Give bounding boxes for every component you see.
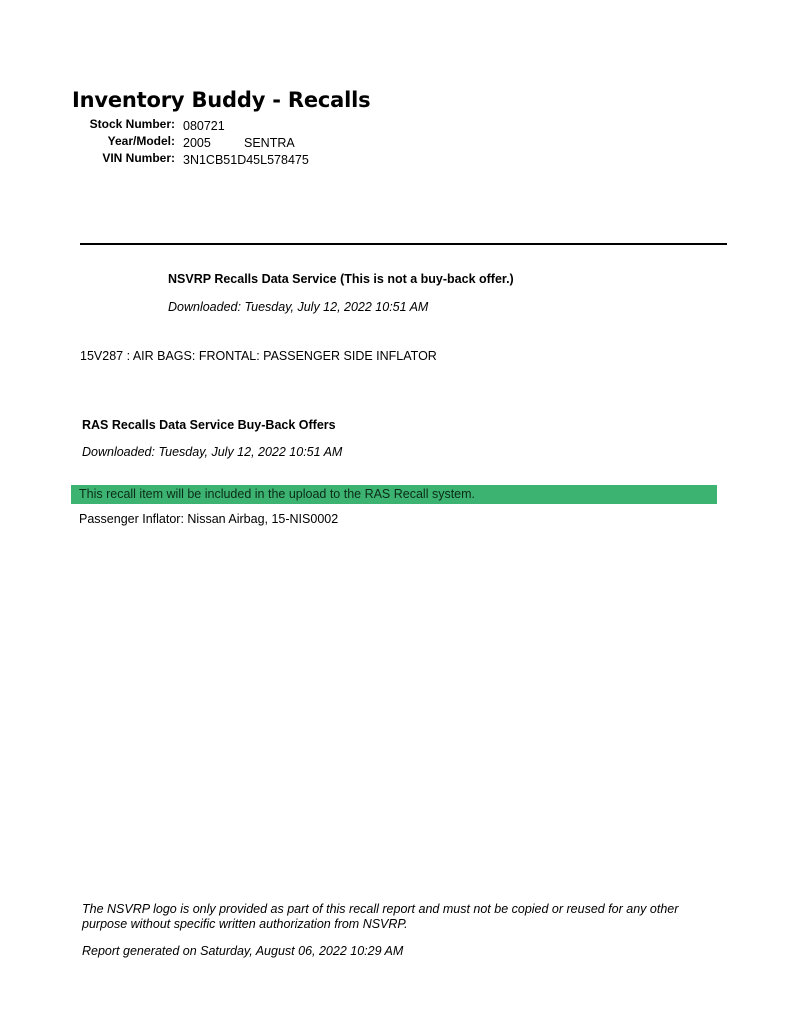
report-generated-stamp: Report generated on Saturday, August 06, 2022 10:29 AM: [82, 944, 404, 958]
year-model-label: Year/Model:: [107, 134, 175, 148]
nsvrp-heading: NSVRP Recalls Data Service (This is not a buy-back offer.): [168, 272, 514, 286]
nsvrp-logo-disclaimer: The NSVRP logo is only provided as part of this recall report and must not be copied or reused for any other purpose without specific written authorization from NSVRP.: [82, 902, 679, 931]
stock-number-label: Stock Number:: [89, 117, 175, 131]
ras-heading: RAS Recalls Data Service Buy-Back Offers: [82, 418, 336, 432]
upload-status-text: This recall item will be included in the upload to the RAS Recall system.: [79, 487, 476, 501]
ras-offer-item: Passenger Inflator: Nissan Airbag, 15-NIS0002: [79, 512, 339, 526]
nsvrp-recall-item: 15V287 : AIR BAGS: FRONTAL: PASSENGER SIDE INFLATOR: [80, 349, 437, 363]
vin-number-value: 3N1CB51D45L578475: [183, 153, 309, 167]
upload-status-banner: [71, 485, 717, 504]
nsvrp-downloaded: Downloaded: Tuesday, July 12, 2022 10:51 AM: [168, 300, 429, 314]
report-title: Inventory Buddy - Recalls: [72, 88, 371, 112]
ras-downloaded: Downloaded: Tuesday, July 12, 2022 10:51 AM: [82, 445, 343, 459]
stock-number-value: 080721: [183, 119, 225, 133]
section-divider: [80, 243, 727, 245]
year-value: 2005: [183, 136, 211, 150]
model-value: SENTRA: [244, 136, 295, 150]
vin-number-label: VIN Number:: [102, 151, 175, 165]
